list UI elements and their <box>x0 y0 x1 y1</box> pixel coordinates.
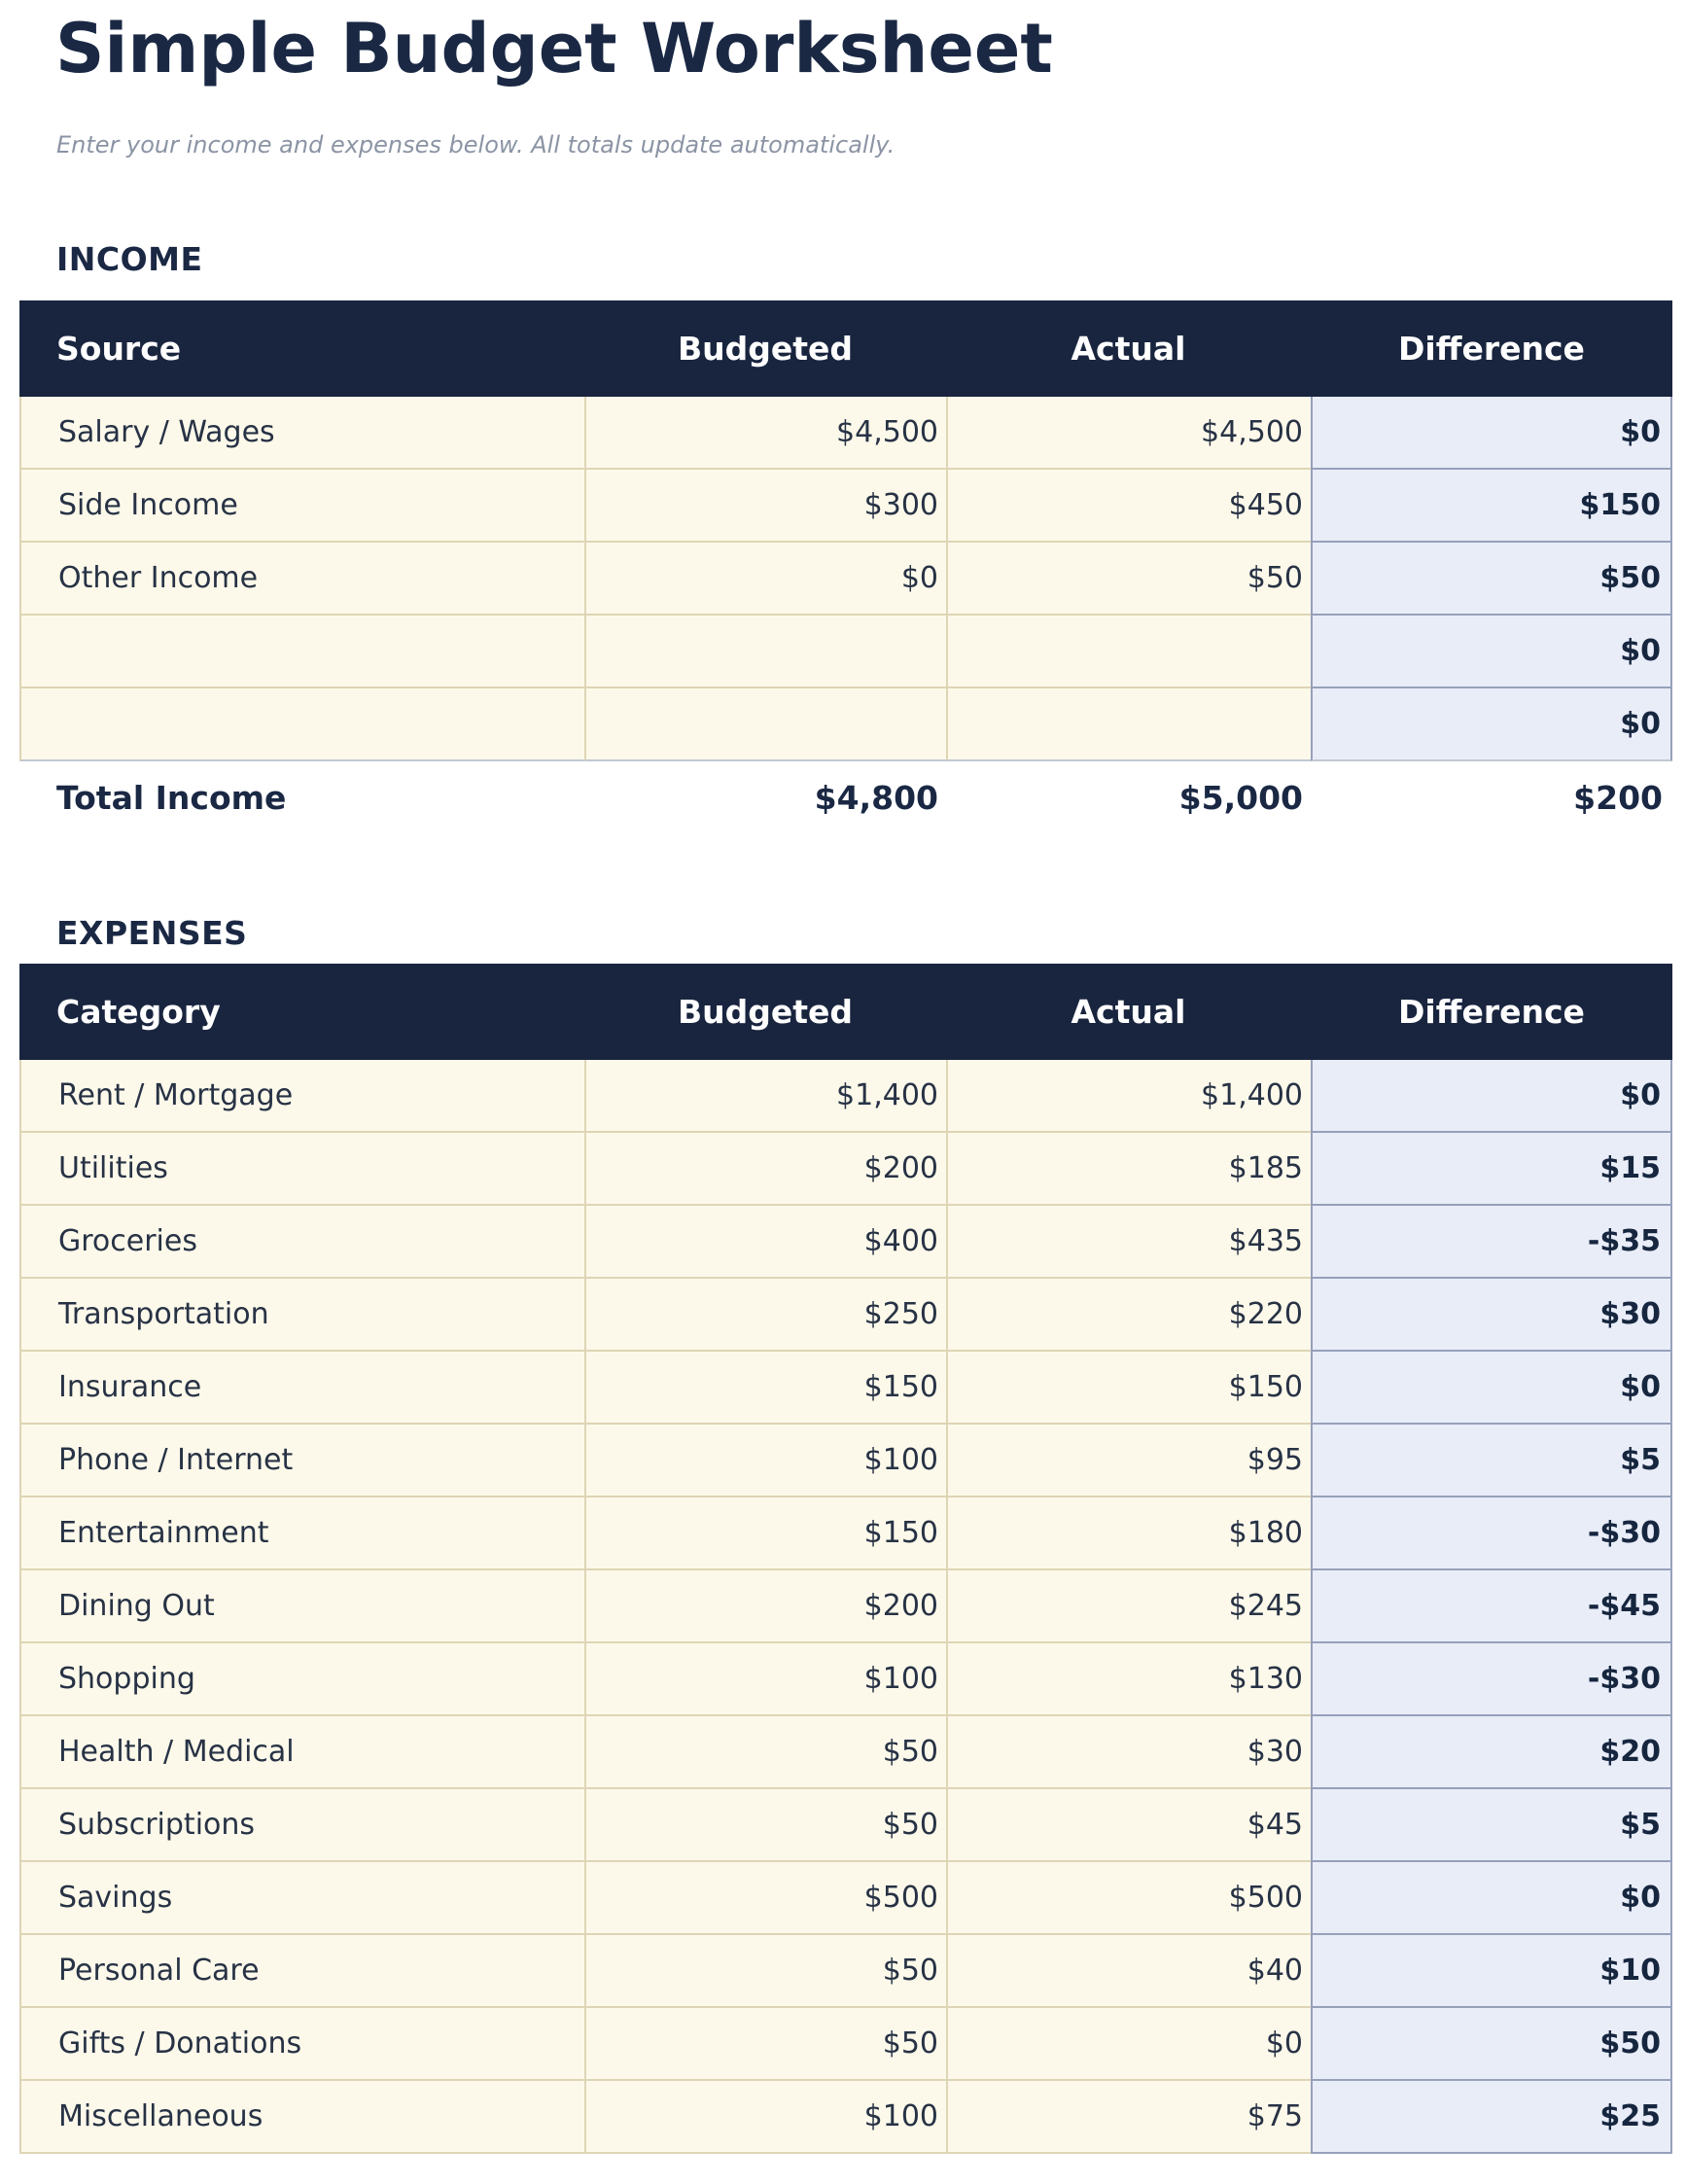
row-label-cell[interactable]: Rent / Mortgage <box>19 1060 584 1133</box>
row-budgeted-cell[interactable]: $250 <box>584 1279 946 1352</box>
row-difference-cell: $20 <box>1311 1716 1672 1789</box>
row-actual-cell[interactable]: $40 <box>946 1935 1311 2008</box>
row-budgeted-cell[interactable]: $300 <box>584 470 946 543</box>
row-actual-cell[interactable]: $0 <box>946 2008 1311 2081</box>
row-label-cell[interactable]: Miscellaneous <box>19 2081 584 2154</box>
row-difference-cell: -$35 <box>1311 1206 1672 1279</box>
table-row <box>19 1060 1672 1133</box>
row-difference-cell: $5 <box>1311 1425 1672 1497</box>
table-row <box>19 1352 1672 1425</box>
expenses-section <box>0 914 1686 2155</box>
expenses-table-header <box>19 964 1672 1060</box>
row-difference-cell: $5 <box>1311 1789 1672 1862</box>
row-budgeted-cell[interactable]: $400 <box>584 1206 946 1279</box>
table-row <box>19 688 1672 761</box>
row-difference-cell: $30 <box>1311 1279 1672 1352</box>
row-label-cell[interactable]: Utilities <box>19 1133 584 1206</box>
row-difference-cell: $50 <box>1311 543 1672 616</box>
row-difference-cell: $0 <box>1311 616 1672 688</box>
row-difference-cell: $0 <box>1311 1060 1672 1133</box>
row-difference-cell: $50 <box>1311 2008 1672 2081</box>
row-label-cell[interactable]: Side Income <box>19 470 584 543</box>
row-label-cell[interactable]: Other Income <box>19 543 584 616</box>
table-row <box>19 1133 1672 1206</box>
row-label-cell[interactable]: Dining Out <box>19 1570 584 1643</box>
row-actual-cell[interactable]: $45 <box>946 1789 1311 1862</box>
row-difference-cell: -$45 <box>1311 1570 1672 1643</box>
income-total-row <box>19 761 1672 834</box>
income-table-body <box>19 397 1672 761</box>
row-actual-cell[interactable]: $220 <box>946 1279 1311 1352</box>
income-total-label: Total Income <box>56 778 287 817</box>
table-row <box>19 1497 1672 1570</box>
row-budgeted-cell[interactable]: $50 <box>584 2008 946 2081</box>
expenses-header-difference: Difference <box>1398 993 1585 1032</box>
table-row <box>19 2081 1672 2154</box>
income-total-difference: $200 <box>1573 778 1663 817</box>
row-budgeted-cell[interactable]: $100 <box>584 1643 946 1716</box>
income-total-budgeted: $4,800 <box>814 778 938 817</box>
row-budgeted-cell[interactable]: $150 <box>584 1352 946 1425</box>
table-row <box>19 543 1672 616</box>
income-header-source: Source <box>56 329 182 368</box>
table-row <box>19 1643 1672 1716</box>
row-budgeted-cell[interactable] <box>584 616 946 688</box>
row-budgeted-cell[interactable]: $4,500 <box>584 397 946 470</box>
row-label-cell[interactable]: Salary / Wages <box>19 397 584 470</box>
row-actual-cell[interactable]: $1,400 <box>946 1060 1311 1133</box>
row-difference-cell: $0 <box>1311 397 1672 470</box>
page-subtitle: Enter your income and expenses below. All totals update automatically. <box>56 130 896 159</box>
expenses-header-budgeted: Budgeted <box>677 993 854 1032</box>
row-budgeted-cell[interactable]: $100 <box>584 1425 946 1497</box>
row-label-cell[interactable]: Entertainment <box>19 1497 584 1570</box>
row-budgeted-cell[interactable] <box>584 688 946 761</box>
table-row <box>19 2008 1672 2081</box>
row-label-cell[interactable] <box>19 688 584 761</box>
expenses-header-actual: Actual <box>1071 993 1186 1032</box>
table-row <box>19 1789 1672 1862</box>
row-actual-cell[interactable]: $435 <box>946 1206 1311 1279</box>
row-actual-cell[interactable]: $450 <box>946 470 1311 543</box>
row-budgeted-cell[interactable]: $0 <box>584 543 946 616</box>
income-table-header <box>19 300 1672 397</box>
table-row <box>19 1862 1672 1935</box>
row-difference-cell: $0 <box>1311 688 1672 761</box>
row-label-cell[interactable]: Insurance <box>19 1352 584 1425</box>
income-header-difference: Difference <box>1398 329 1585 368</box>
table-row <box>19 616 1672 688</box>
row-difference-cell: $0 <box>1311 1862 1672 1935</box>
row-label-cell[interactable]: Groceries <box>19 1206 584 1279</box>
row-difference-cell: $150 <box>1311 470 1672 543</box>
row-actual-cell[interactable]: $30 <box>946 1716 1311 1789</box>
table-row <box>19 397 1672 470</box>
row-label-cell[interactable]: Phone / Internet <box>19 1425 584 1497</box>
table-row <box>19 1935 1672 2008</box>
row-budgeted-cell[interactable]: $150 <box>584 1497 946 1570</box>
row-actual-cell[interactable]: $245 <box>946 1570 1311 1643</box>
row-actual-cell[interactable]: $50 <box>946 543 1311 616</box>
row-actual-cell[interactable]: $4,500 <box>946 397 1311 470</box>
budget-worksheet-page <box>0 10 1686 2154</box>
row-difference-cell: -$30 <box>1311 1497 1672 1570</box>
row-actual-cell[interactable] <box>946 688 1311 761</box>
row-budgeted-cell[interactable]: $50 <box>584 1789 946 1862</box>
row-actual-cell[interactable]: $185 <box>946 1133 1311 1206</box>
row-difference-cell: $0 <box>1311 1352 1672 1425</box>
expenses-table-body <box>19 1060 1672 2154</box>
row-actual-cell[interactable] <box>946 616 1311 688</box>
row-difference-cell: $15 <box>1311 1133 1672 1206</box>
row-actual-cell[interactable]: $75 <box>946 2081 1311 2154</box>
table-row <box>19 1425 1672 1497</box>
income-heading: INCOME <box>56 240 203 279</box>
table-row <box>19 1716 1672 1789</box>
expenses-heading: EXPENSES <box>56 913 248 952</box>
row-actual-cell[interactable]: $95 <box>946 1425 1311 1497</box>
row-label-cell[interactable] <box>19 616 584 688</box>
expenses-header-category: Category <box>56 993 221 1032</box>
row-budgeted-cell[interactable]: $1,400 <box>584 1060 946 1133</box>
income-section <box>0 240 1686 834</box>
income-header-budgeted: Budgeted <box>677 329 854 368</box>
row-label-cell[interactable]: Savings <box>19 1862 584 1935</box>
row-label-cell[interactable]: Personal Care <box>19 1935 584 2008</box>
row-budgeted-cell[interactable]: $50 <box>584 1716 946 1789</box>
table-row <box>19 470 1672 543</box>
page-title: Simple Budget Worksheet <box>55 9 1053 88</box>
row-label-cell[interactable]: Transportation <box>19 1279 584 1352</box>
row-difference-cell: $25 <box>1311 2081 1672 2154</box>
row-budgeted-cell[interactable]: $100 <box>584 2081 946 2154</box>
expenses-table <box>19 964 1672 2154</box>
row-budgeted-cell[interactable]: $200 <box>584 1570 946 1643</box>
row-label-cell[interactable]: Gifts / Donations <box>19 2008 584 2081</box>
row-difference-cell: $10 <box>1311 1935 1672 2008</box>
table-row <box>19 1279 1672 1352</box>
table-row <box>19 1206 1672 1279</box>
row-actual-cell[interactable]: $180 <box>946 1497 1311 1570</box>
income-header-actual: Actual <box>1071 329 1186 368</box>
row-label-cell[interactable]: Shopping <box>19 1643 584 1716</box>
row-difference-cell: -$30 <box>1311 1643 1672 1716</box>
row-actual-cell[interactable]: $150 <box>946 1352 1311 1425</box>
row-budgeted-cell[interactable]: $50 <box>584 1935 946 2008</box>
row-label-cell[interactable]: Health / Medical <box>19 1716 584 1789</box>
row-actual-cell[interactable]: $130 <box>946 1643 1311 1716</box>
row-budgeted-cell[interactable]: $500 <box>584 1862 946 1935</box>
row-label-cell[interactable]: Subscriptions <box>19 1789 584 1862</box>
row-actual-cell[interactable]: $500 <box>946 1862 1311 1935</box>
table-row <box>19 1570 1672 1643</box>
income-table <box>19 300 1672 761</box>
income-total-actual: $5,000 <box>1178 778 1303 817</box>
row-budgeted-cell[interactable]: $200 <box>584 1133 946 1206</box>
